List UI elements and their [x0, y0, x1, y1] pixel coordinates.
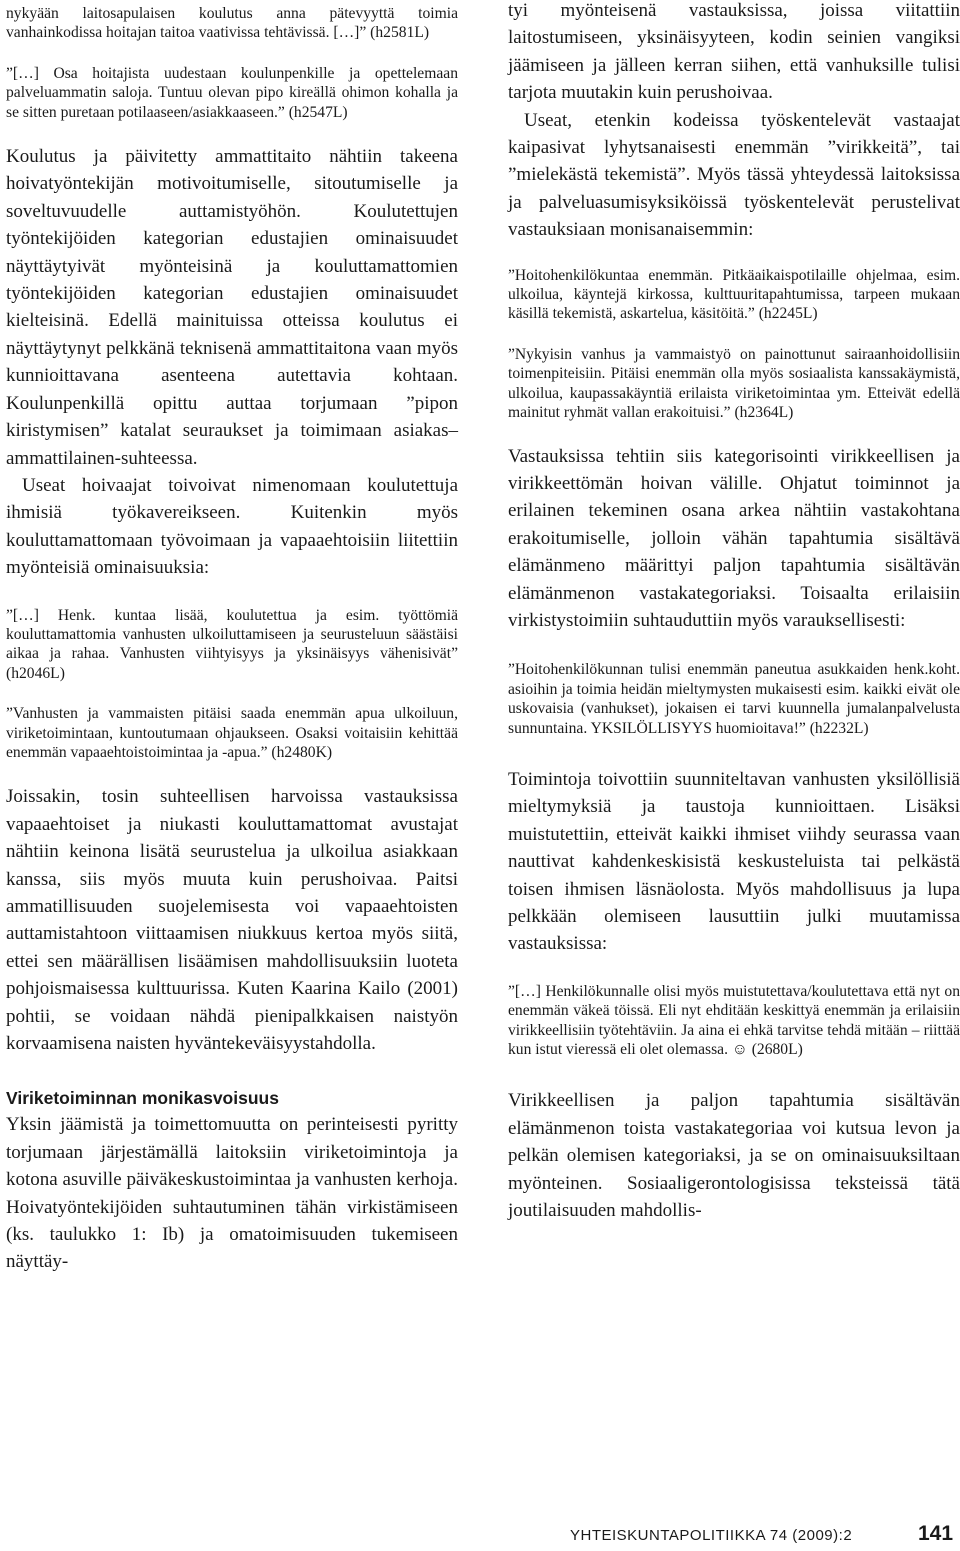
- page-footer: [570, 1521, 960, 1549]
- paragraph: Toimintoja toivottiin suunniteltavan vanhusten yksilöllisiä mieltymyksiä ja taustoja kunnioittaen. Lisäksi muistutettiin, etteivät kaikki ihmiset viihdy seurassa vaan nauttivat kahdenkeskisistä keskusteluista tai pelkästä toisen ihmisen läsnäolosta. Myös mahdollisuus ja lupa pelkkään olemiseen lausuttiin julki muutamissa vastauksissa:: [508, 768, 960, 955]
- quote: ”Vanhusten ja vammaisten pitäisi saada enemmän apua ulkoiluun, viriketoimintaan, kuntoutumaan ohjaukseen. Osaksi voitaisiin kehittää enemmän vapaaehtoistoimintaa ja -apua.” (h2480K): [6, 705, 458, 761]
- section-heading: Viriketoiminnan monikasvoisuus: [6, 1088, 279, 1109]
- quote: ”Hoitohenkilökuntaa enemmän. Pitkäaikaispotilaille ohjelmaa, esim. ulkoilua, käyntejä kirkossa, kulttuuritapahtumissa, tarpeen mukaan käsillä tekemistä, askartelua, käsitöitä.” (h2245L): [508, 266, 960, 323]
- paragraph: Vastauksissa tehtiin siis kategorisointi virikkeellisen ja virikkeettömän hoivan välille. Ohjatut toiminnot ja erilainen tekeminen osana arkea nähtiin vastakohtana erakoitumiselle, jolloin vähän tapahtumia sisältävä elämänmeno määrittyi paljon tapahtumia sisältävän elämänmenon vastakategoriaksi. Toisaalta erilaisiin virkistystoimiin suhtauduttiin myös varauksellisesti:: [508, 445, 960, 631]
- right-column: [508, 0, 960, 1224]
- left-column: [6, 0, 458, 1276]
- quote: ”Nykyisin vanhus ja vammaistyö on painottunut sairaanhoidollisiin toimenpiteisiin. Pitäisi enemmän olla myös sosiaalista kanssakäymistä, ulkoilua, kaupassakäyntiä erilaista viriketoimintaa ym. Etteivät edellä mainitut ryhmät vallan erakoituisi.” (h2364L): [508, 345, 960, 422]
- paragraph: Virikkeellisen ja paljon tapahtumia sisältävän elämänmenon toista vastakategoriaa voi kutsua levon ja pelkän olemisen kategoriaksi, ja se on ominaisuuksiltaan myönteinen. Sosiaaligerontologisissa teksteissä tätä joutilaisuuden mahdollis-: [508, 1090, 960, 1222]
- paragraph: Useat, etenkin kodeissa työskentelevät vastaajat kaipasivat lyhytsanaisesti enemmän ”virikkeitä”, tai ”mielekästä tekemistä”. Myös tässä yhteydessä laitoksissa ja palveluasumisyksiköissä työskentelevät perustelivat vastauksiaan monisanaisemmin:: [508, 109, 960, 241]
- quote: ”[…] Osa hoitajista uudestaan koulunpenkille ja opettelemaan palveluammatin saloja. Tuntuu olevan pipo kireällä ohimon kohalla ja se sitten puretaan potilaaseen/asiakkaaseen.” (h2547L): [6, 64, 458, 121]
- quote-continued: nykyään laitosapulaisen koulutus anna pätevyyttä toimia vanhainkodissa hoitajan taitoa vaativissa tehtävissä. […]” (h2581L): [6, 5, 458, 42]
- quote: ”[…] Henkilökunnalle olisi myös muistutettava/koulutettava että nyt on enemmän väkeä töissä. Eli nyt ehditään keskittyä enemmän ja erilaisiin virikkeellisiin työtehtäviin. Ja aina ei ehkä tarvitse tehdä mitään – riittää kun istut vieressä eli olet olemassa. ☺ (2680L): [508, 982, 960, 1059]
- paragraph-continued: tyi myönteisenä vastauksissa, joissa viitattiin laitostumiseen, yksinäisyyteen, kodin seinien vangiksi jäämiseen ja jälleen kerran siihen, että vanhuksille tulisi tarjota muutakin kuin perushoivaa.: [508, 0, 960, 104]
- page-number: 141: [918, 1522, 954, 1545]
- journal-name: YHTEISKUNTAPOLITIIKKA 74 (2009):2: [570, 1527, 853, 1544]
- quote: ”[…] Henk. kuntaa lisää, koulutettua ja esim. työttömiä kouluttamattomia vanhusten ulkoiluttamiseen ja seurusteluun säästäisi aikaa ja rahaa. Vanhusten viihtyisyys ja yksinäisyys vähenisivät” (h2046L): [6, 606, 458, 682]
- paragraph: Koulutus ja päivitetty ammattitaito nähtiin takeena hoivatyöntekijän motivoitumiselle, sitoutumiselle ja soveltuvuudelle auttamistyöhön. Koulutettujen työntekijöiden kategorian edustajien ominaisuudet näyttäytyivät myönteisinä ja kouluttamattomien työntekijöiden kategorian edustajien ominaisuudet kielteisinä. Edellä mainituissa otteissa koulutus ei näyttäytynyt pelkkänä teknisenä ammattitaitona vaan myös kunnioittavana asenteena autettavia kohtaan. Koulunpenkillä opittu auttaa torjumaan ”pipon kiristymisen” katalat seuraukset ja toimimaan asiakas–ammattilainen-suhteessa.: [6, 146, 458, 469]
- quote: ”Hoitohenkilökunnan tulisi enemmän paneutua asukkaiden henk.koht. asioihin ja toimia heidän mieltymysten mukaisesti esim. kaikki eivät ole uskovaisia (vanhukset), jokaisen ei tarvi kuunnella jumalanpalvelusta sunnuntaina. YKSILÖLLISYYS huomioitava!” (h2232L): [508, 661, 960, 737]
- paragraph: Useat hoivaajat toivoivat nimenomaan koulutettuja ihmisiä työkavereikseen. Kuitenkin myös kouluttamattomaan työvoimaan ja vapaaehtoisiin liitettiin myönteisiä ominaisuuksia:: [6, 474, 458, 579]
- paragraph: Joissakin, tosin suhteellisen harvoissa vastauksissa vapaaehtoiset ja niukasti kouluttamattomat avustajat nähtiin keinona lisätä seurustelua ja ulkoilua asiakkaan kanssa, siis myös muuta kuin perushoivaa. Paitsi ammatillisuuden suojelemisesta voi vapaaehtoisten auttamistahtoon viittaamisen niukkuus kertoa myös siitä, ettei sen määrällisen lisäämisen mahdollisuuksiin luoteta pohjoismaisessa kulttuurissa. Kuten Kaarina Kailo (2001) pohtii, se voidaan nähdä pienipalkkaisen naistyön korvaamisena naisten hyväntekeväisyystahdolla.: [6, 786, 458, 1055]
- paragraph: Yksin jäämistä ja toimettomuutta on perinteisesti pyritty torjumaan järjestämällä laitoksiin viriketoimintoja ja kotona asuville päiväkeskustoimintaa ja vanhusten kerhoja. Hoivatyöntekijöiden suhtautuminen tähän virkistämiseen (ks. taulukko 1: Ib) ja omatoimisuuden tukemiseen näyttäy-: [6, 1114, 458, 1273]
